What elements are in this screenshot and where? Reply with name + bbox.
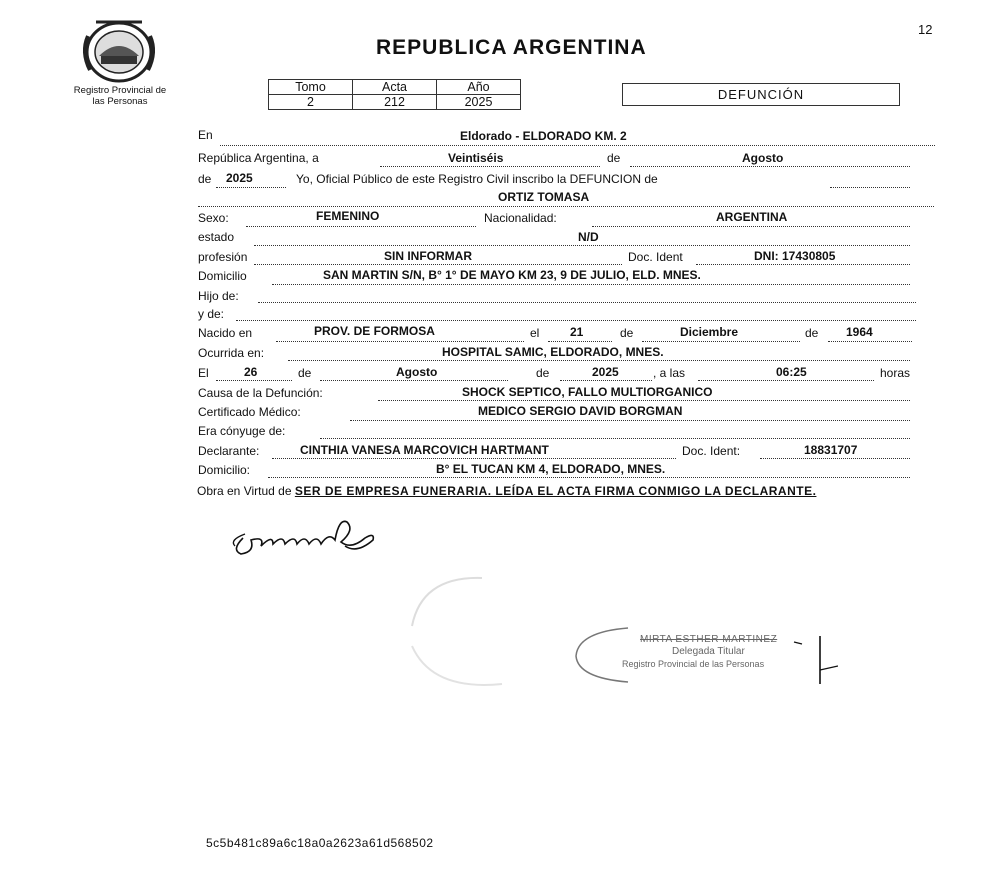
de-label: de <box>298 366 312 380</box>
obra-paragraph <box>197 484 937 499</box>
dotted-line <box>236 320 916 321</box>
anio-value: 2025 <box>437 95 521 110</box>
declarante-doc-label: Doc. Ident: <box>682 444 741 458</box>
declarante-doc-value: 18831707 <box>804 443 858 457</box>
dotted-line <box>560 380 652 381</box>
de-label: de <box>198 172 212 186</box>
birthplace-value: PROV. DE FORMOSA <box>314 324 435 338</box>
sexo-label: Sexo: <box>198 211 229 225</box>
nacionalidad-value: ARGENTINA <box>716 210 788 224</box>
certificado-value: MEDICO SERGIO DAVID BORGMAN <box>478 404 683 418</box>
dotted-line <box>254 245 910 246</box>
dotted-line <box>380 166 600 167</box>
death-month-value: Agosto <box>396 365 438 379</box>
estado-label: estado <box>198 230 235 244</box>
domicilio-label: Domicilio <box>198 269 247 283</box>
record-type-box: DEFUNCIÓN <box>622 83 900 106</box>
faint-seal-watermark <box>392 566 562 696</box>
acta-reference-table <box>268 79 521 110</box>
birth-day-value: 21 <box>570 325 584 339</box>
dotted-line <box>220 145 935 146</box>
profesion-value: SIN INFORMAR <box>384 249 472 263</box>
place-value: Eldorado - ELDORADO KM. 2 <box>460 129 627 143</box>
sexo-value: FEMENINO <box>316 209 380 223</box>
dotted-line <box>258 302 916 303</box>
dotted-line <box>760 458 910 459</box>
certificado-label: Certificado Médico: <box>198 405 301 419</box>
registry-line-1: Registro Provincial de <box>73 85 167 96</box>
stamp-official-role: Delegada Titular <box>672 646 745 657</box>
dotted-line <box>320 380 508 381</box>
dotted-line <box>378 400 910 401</box>
declarante-value: CINTHIA VANESA MARCOVICH HARTMANT <box>300 443 549 457</box>
province-seal-logo <box>76 16 162 84</box>
nacido-label: Nacido en <box>198 326 253 340</box>
a-las-label: , a las <box>653 366 686 380</box>
domicilio2-label: Domicilio: <box>198 463 251 477</box>
dotted-line <box>272 284 910 285</box>
de-label: de <box>805 326 819 340</box>
dotted-line <box>548 341 612 342</box>
causa-value: SHOCK SEPTICO, FALLO MULTIORGANICO <box>462 385 713 399</box>
ocurrida-value: HOSPITAL SAMIC, ELDORADO, MNES. <box>442 345 664 359</box>
death-year-value: 2025 <box>592 365 619 379</box>
obra-value: SER DE EMPRESA FUNERARIA. LEÍDA EL ACTA FIRMA CONMIGO LA DECLARANTE. <box>294 484 817 498</box>
document-hash: 5c5b481c89a6c18a0a2623a61d568502 <box>206 836 434 850</box>
en-label: En <box>198 128 213 142</box>
anio-header: Año <box>437 80 521 95</box>
dotted-line <box>630 166 910 167</box>
dotted-line <box>350 420 910 421</box>
birth-year-value: 1964 <box>846 325 873 339</box>
dotted-line <box>828 341 912 342</box>
inscription-text: Yo, Oficial Público de este Registro Civil inscribo la DEFUNCION de <box>296 172 658 186</box>
document-title: REPUBLICA ARGENTINA <box>376 36 647 59</box>
dotted-line <box>696 264 910 265</box>
de-label: de <box>620 326 634 340</box>
registry-organization <box>50 85 190 107</box>
dotted-line <box>198 206 934 207</box>
nacionalidad-label: Nacionalidad: <box>484 211 557 225</box>
y-de-label: y de: <box>198 307 225 321</box>
page-number: 12 <box>918 22 933 37</box>
dotted-line <box>276 341 524 342</box>
dotted-line <box>642 341 800 342</box>
tomo-value: 2 <box>269 95 353 110</box>
year-value: 2025 <box>226 171 253 185</box>
republica-label: República Argentina, a <box>198 151 319 165</box>
declarante-label: Declarante: <box>198 444 260 458</box>
dotted-line <box>254 264 622 265</box>
declarant-signature <box>225 510 395 560</box>
el-label: El <box>198 366 209 380</box>
month-value: Agosto <box>742 151 784 165</box>
domicilio2-value: B° EL TUCAN KM 4, ELDORADO, MNES. <box>436 462 666 476</box>
obra-label: Obra en Virtud de <box>197 484 292 498</box>
acta-value: 212 <box>353 95 437 110</box>
death-time-value: 06:25 <box>776 365 807 379</box>
horas-label: horas <box>880 366 911 380</box>
official-stamp <box>568 622 838 694</box>
day-word-value: Veintiséis <box>448 151 504 165</box>
dotted-line <box>288 360 910 361</box>
dotted-line <box>592 226 910 227</box>
doc-ident-label: Doc. Ident <box>628 250 683 264</box>
acta-header: Acta <box>353 80 437 95</box>
profesion-label: profesión <box>198 250 248 264</box>
el-label: el <box>530 326 540 340</box>
ocurrida-label: Ocurrida en: <box>198 346 265 360</box>
registry-line-2: las Personas <box>92 96 148 107</box>
de-label: de <box>607 151 621 165</box>
dotted-line <box>216 187 286 188</box>
deceased-name-value: ORTIZ TOMASA <box>498 190 590 204</box>
causa-label: Causa de la Defunción: <box>198 386 323 400</box>
conyuge-label: Era cónyuge de: <box>198 424 286 438</box>
dotted-line <box>216 380 292 381</box>
dotted-line <box>320 438 910 439</box>
estado-value: N/D <box>578 230 599 244</box>
domicilio-value: SAN MARTIN S/N, B° 1° DE MAYO KM 23, 9 DE JULIO, ELD. MNES. <box>323 268 701 282</box>
dotted-line <box>272 458 676 459</box>
dotted-line <box>698 380 874 381</box>
death-day-value: 26 <box>244 365 258 379</box>
hijo-de-label: Hijo de: <box>198 289 239 303</box>
tomo-header: Tomo <box>269 80 353 95</box>
birth-month-value: Diciembre <box>680 325 739 339</box>
dotted-line <box>830 187 910 188</box>
stamp-official-name: MIRTA ESTHER MARTINEZ <box>640 634 778 645</box>
dotted-line <box>268 477 910 478</box>
stamp-organization: Registro Provincial de las Personas <box>622 659 765 669</box>
de-label: de <box>536 366 550 380</box>
doc-ident-value: DNI: 17430805 <box>754 249 836 263</box>
dotted-line <box>246 226 476 227</box>
